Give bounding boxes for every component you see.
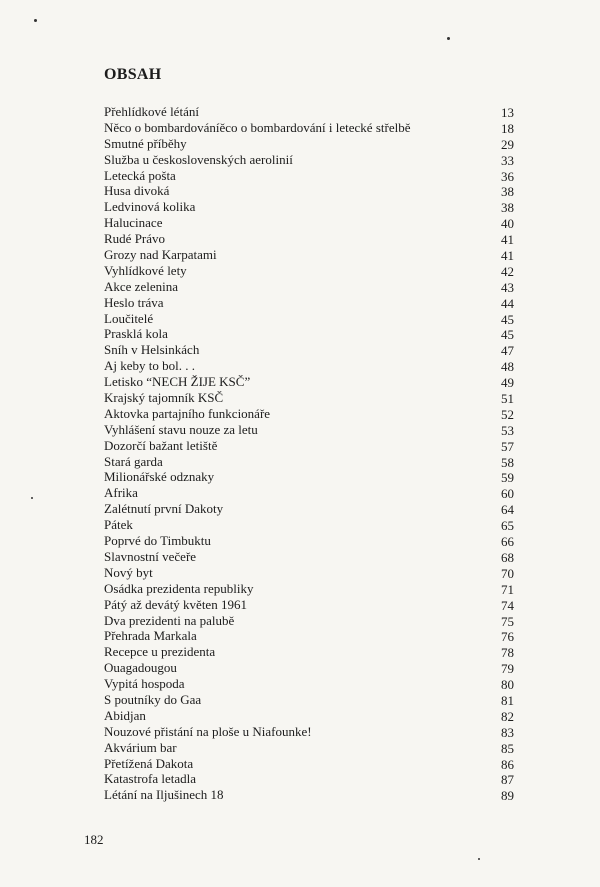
toc-entry-page: 38 <box>501 184 514 200</box>
toc-entry <box>104 326 514 342</box>
toc-entry-page: 74 <box>501 597 514 613</box>
toc-entry <box>104 199 514 215</box>
toc-entry-title: Husa divoká <box>104 183 170 199</box>
toc-entry-title: Přehlídkové létání <box>104 104 199 119</box>
table-of-contents <box>104 104 514 803</box>
toc-entry <box>104 311 514 327</box>
toc-entry-title: Nouzové přistání na ploše u Niafounke! <box>104 723 312 739</box>
toc-entry <box>104 438 514 454</box>
toc-entry-title: Ouagadougou <box>104 660 177 676</box>
toc-entry-page: 60 <box>501 486 514 502</box>
toc-entry <box>104 215 514 231</box>
page-title: OBSAH <box>104 66 162 83</box>
toc-entry-page: 41 <box>501 232 514 248</box>
toc-entry-page: 58 <box>501 454 514 470</box>
toc-entry <box>104 517 514 533</box>
toc-entry <box>104 136 514 152</box>
toc-entry-title: Letecká pošta <box>104 167 176 183</box>
toc-entry-page: 36 <box>501 168 514 184</box>
toc-entry-title: Slavnostní večeře <box>104 548 197 564</box>
toc-entry-title: Vyhlídkové lety <box>104 262 187 278</box>
toc-entry <box>104 120 514 136</box>
toc-entry-title: Akce zelenina <box>104 278 178 294</box>
toc-entry-page: 80 <box>501 677 514 693</box>
toc-entry-title: Stará garda <box>104 453 163 469</box>
toc-entry-page: 81 <box>501 692 514 708</box>
toc-entry-title: Dva prezidenti na palubě <box>104 612 235 628</box>
toc-entry-title: Osádka prezidenta republiky <box>104 580 254 596</box>
toc-entry <box>104 660 514 676</box>
toc-entry-page: 47 <box>501 343 514 359</box>
toc-entry <box>104 183 514 199</box>
toc-entry-title: Sníh v Helsinkách <box>104 342 200 358</box>
toc-entry <box>104 613 514 629</box>
toc-entry-title: Nový byt <box>104 564 153 580</box>
toc-entry-page: 83 <box>501 724 514 740</box>
toc-entry <box>104 485 514 501</box>
toc-entry-title: Afrika <box>104 485 138 501</box>
toc-entry <box>104 342 514 358</box>
toc-entry-page: 44 <box>501 295 514 311</box>
toc-entry-page: 33 <box>501 152 514 168</box>
toc-entry-title: Zalétnutí první Dakoty <box>104 501 224 517</box>
toc-entry <box>104 565 514 581</box>
toc-entry <box>104 644 514 660</box>
toc-entry-page: 29 <box>501 136 514 152</box>
toc-entry-title: Abidjan <box>104 707 146 723</box>
toc-entry <box>104 422 514 438</box>
toc-entry <box>104 581 514 597</box>
toc-entry-title: Přehrada Markala <box>104 628 197 644</box>
toc-entry <box>104 469 514 485</box>
toc-entry <box>104 295 514 311</box>
toc-entry-page: 89 <box>501 788 514 804</box>
toc-entry <box>104 708 514 724</box>
toc-entry <box>104 771 514 787</box>
scan-speck <box>447 37 450 40</box>
toc-entry-page: 59 <box>501 470 514 486</box>
toc-entry-title: Akvárium bar <box>104 739 177 755</box>
toc-entry-title: Smutné příběhy <box>104 135 187 151</box>
toc-entry-title: Ledvinová kolika <box>104 199 196 215</box>
toc-entry <box>104 390 514 406</box>
toc-entry-page: 76 <box>501 629 514 645</box>
toc-entry-title: Aktovka partajního funkcionáře <box>104 405 271 421</box>
toc-entry-title: Vypitá hospoda <box>104 676 185 692</box>
toc-entry-page: 38 <box>501 200 514 216</box>
toc-entry <box>104 231 514 247</box>
toc-entry-page: 78 <box>501 645 514 661</box>
toc-entry-page: 48 <box>501 359 514 375</box>
toc-entry-title: Něco o bombardováníěco o bombardování i letecké střelbě <box>104 119 411 135</box>
toc-entry-title: Halucinace <box>104 215 163 231</box>
toc-entry <box>104 358 514 374</box>
toc-entry-page: 86 <box>501 756 514 772</box>
toc-entry-page: 52 <box>501 406 514 422</box>
toc-entry-page: 40 <box>501 216 514 232</box>
toc-entry-page: 85 <box>501 740 514 756</box>
toc-entry-title: Grozy nad Karpatami <box>104 247 217 263</box>
toc-entry-title: Recepce u prezidenta <box>104 644 216 660</box>
toc-entry <box>104 724 514 740</box>
toc-entry-page: 71 <box>501 581 514 597</box>
toc-entry <box>104 597 514 613</box>
toc-entry <box>104 454 514 470</box>
toc-entry-page: 57 <box>501 438 514 454</box>
scan-speck <box>31 497 33 499</box>
toc-entry <box>104 152 514 168</box>
toc-entry-page: 43 <box>501 279 514 295</box>
toc-entry-page: 41 <box>501 248 514 264</box>
toc-entry <box>104 406 514 422</box>
toc-entry-title: Pátek <box>104 517 133 533</box>
toc-entry <box>104 676 514 692</box>
toc-entry-page: 49 <box>501 375 514 391</box>
toc-entry <box>104 168 514 184</box>
toc-entry-title: Pátý až devátý květen 1961 <box>104 596 247 612</box>
toc-entry-title: Katastrofa letadla <box>104 771 197 787</box>
toc-entry <box>104 501 514 517</box>
toc-entry <box>104 740 514 756</box>
toc-entry <box>104 533 514 549</box>
toc-entry-page: 65 <box>501 518 514 534</box>
toc-entry-title: Prasklá kola <box>104 326 168 342</box>
page-number: 182 <box>84 832 104 847</box>
toc-entry <box>104 247 514 263</box>
toc-entry-title: S poutníky do Gaa <box>104 691 202 707</box>
toc-entry <box>104 692 514 708</box>
toc-entry <box>104 279 514 295</box>
toc-entry <box>104 104 514 120</box>
scan-speck <box>478 858 480 860</box>
scan-speck <box>34 19 37 22</box>
toc-entry-page: 70 <box>501 565 514 581</box>
toc-entry-page: 82 <box>501 708 514 724</box>
toc-entry-title: Loučitelé <box>104 310 154 326</box>
toc-entry-title: Poprvé do Timbuktu <box>104 533 211 549</box>
toc-entry-page: 87 <box>501 772 514 788</box>
toc-entry <box>104 374 514 390</box>
toc-entry-page: 75 <box>501 613 514 629</box>
toc-entry <box>104 756 514 772</box>
toc-entry-page: 45 <box>501 311 514 327</box>
toc-entry-page: 42 <box>501 263 514 279</box>
toc-entry-page: 53 <box>501 422 514 438</box>
toc-entry-page: 18 <box>501 120 514 136</box>
toc-entry-page: 64 <box>501 502 514 518</box>
toc-entry-title: Služba u československých aerolinií <box>104 151 293 167</box>
toc-entry-page: 68 <box>501 549 514 565</box>
toc-entry-title: Milionářské odznaky <box>104 469 215 485</box>
toc-entry <box>104 549 514 565</box>
toc-entry-page: 45 <box>501 327 514 343</box>
toc-entry-title: Létání na Iljušinech 18 <box>104 787 224 803</box>
toc-entry <box>104 263 514 279</box>
toc-entry-title: Letisko “NECH ŽIJE KSČ” <box>104 374 251 390</box>
toc-entry-title: Dozorčí bažant letiště <box>104 437 218 453</box>
toc-entry-title: Aj keby to bol. . . <box>104 358 195 374</box>
toc-entry-page: 79 <box>501 661 514 677</box>
toc-entry-title: Krajský tajomník KSČ <box>104 390 224 406</box>
toc-entry-page: 13 <box>501 105 514 120</box>
toc-entry-page: 66 <box>501 534 514 550</box>
toc-entry-title: Vyhlášení stavu nouze za letu <box>104 421 258 437</box>
toc-entry-title: Heslo tráva <box>104 294 164 310</box>
toc-entry-title: Rudé Právo <box>104 231 166 247</box>
toc-entry <box>104 787 514 803</box>
toc-entry-title: Přetížená Dakota <box>104 755 194 771</box>
toc-entry-page: 51 <box>501 391 514 407</box>
toc-entry <box>104 628 514 644</box>
